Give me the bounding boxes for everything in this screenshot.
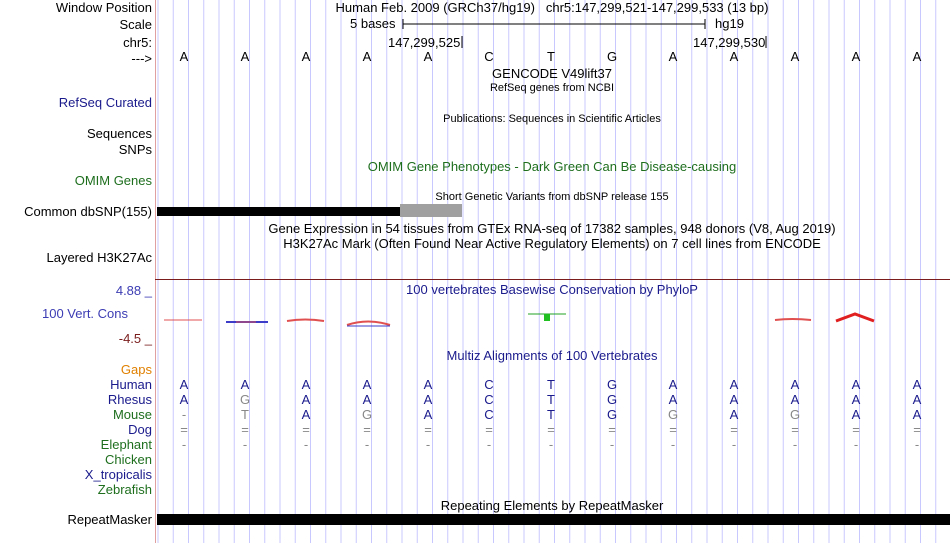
alignment-base: T <box>241 407 249 422</box>
sequence-base: A <box>362 49 372 64</box>
omim-genes-label[interactable]: OMIM Genes <box>74 173 152 188</box>
alignment-base: = <box>608 422 616 437</box>
alignment-base: A <box>423 377 433 392</box>
phylop-mark <box>544 314 550 321</box>
phylop-mark <box>836 314 874 321</box>
alignment-base: A <box>301 407 311 422</box>
publications-title[interactable]: Publications: Sequences in Scientific Articles <box>443 113 661 125</box>
alignment-base: A <box>301 392 311 407</box>
alignment-base: C <box>484 377 494 392</box>
alignment-base: T <box>547 407 555 422</box>
gtex-title[interactable]: Gene Expression in 54 tissues from GTEx RNA-seq of 17382 samples, 948 donors (V8, Aug 2019) <box>268 221 836 236</box>
alignment-base: = <box>302 422 310 437</box>
alignment-base: A <box>851 407 861 422</box>
alignment-base: A <box>851 392 861 407</box>
alignment-base: = <box>241 422 249 437</box>
repeatmasker-bar[interactable] <box>157 514 950 525</box>
alignment-base: A <box>851 377 861 392</box>
scale-db: hg19 <box>715 16 744 31</box>
species-label[interactable]: Zebrafish <box>97 482 152 497</box>
repeatmasker-label[interactable]: RepeatMasker <box>67 512 152 527</box>
sequences-label[interactable]: Sequences <box>86 126 152 141</box>
alignment-base: - <box>303 437 309 452</box>
species-label[interactable]: Rhesus <box>107 392 152 407</box>
h3k27ac-title[interactable]: H3K27Ac Mark (Often Found Near Active Regulatory Elements) on 7 cell lines from ENCODE <box>283 236 821 251</box>
alignment-base: = <box>730 422 738 437</box>
alignment-base: G <box>361 407 373 422</box>
sequence-base: A <box>423 49 433 64</box>
alignment-base: = <box>791 422 799 437</box>
alignment-base: = <box>669 422 677 437</box>
sequence-base: A <box>240 49 250 64</box>
sequence-base: A <box>179 49 189 64</box>
alignment-base: A <box>362 377 372 392</box>
assembly-name: Human Feb. 2009 (GRCh37/hg19) <box>335 0 535 15</box>
gaps-label[interactable]: Gaps <box>120 362 152 377</box>
phylop-mark <box>347 322 390 326</box>
alignment-base: - <box>181 437 187 452</box>
omim-title[interactable]: OMIM Gene Phenotypes - Dark Green Can Be Disease-causing <box>367 159 737 174</box>
alignment-base: A <box>729 377 739 392</box>
dbsnp-title[interactable]: Short Genetic Variants from dbSNP release 155 <box>435 191 669 203</box>
alignment-base: G <box>606 392 618 407</box>
alignment-base: = <box>424 422 432 437</box>
layered-h3k27ac-label[interactable]: Layered H3K27Ac <box>46 250 152 265</box>
phylop-min-label: -4.5 _ <box>118 331 152 346</box>
species-label[interactable]: Dog <box>128 422 152 437</box>
species-label[interactable]: X_tropicalis <box>84 467 152 482</box>
alignment-base: C <box>484 407 494 422</box>
alignment-base: - <box>486 437 492 452</box>
alignment-base: T <box>547 377 555 392</box>
common-dbsnp-label[interactable]: Common dbSNP(155) <box>24 204 152 219</box>
alignment-base: A <box>301 377 311 392</box>
window-position-label: Window Position <box>55 0 152 15</box>
alignment-base: - <box>425 437 431 452</box>
alignment-base: - <box>731 437 737 452</box>
scale-label: Scale <box>119 17 152 32</box>
alignment-base: - <box>792 437 798 452</box>
alignment-base: A <box>912 407 922 422</box>
refseq-subtitle: RefSeq genes from NCBI <box>489 82 615 94</box>
alignment-base: A <box>668 392 678 407</box>
species-label[interactable]: Mouse <box>112 407 152 422</box>
alignment-base: - <box>181 407 187 422</box>
scale-bases: 5 bases <box>350 16 396 31</box>
alignment-base: A <box>362 392 372 407</box>
species-label[interactable]: Elephant <box>100 437 152 452</box>
phylop-mark <box>775 319 811 320</box>
alignment-base: A <box>423 407 433 422</box>
alignment-base: - <box>609 437 615 452</box>
alignment-base: A <box>179 377 189 392</box>
alignment-base: C <box>484 392 494 407</box>
alignment-base: G <box>606 407 618 422</box>
alignment-base: A <box>912 392 922 407</box>
alignment-base: T <box>547 392 555 407</box>
dbsnp-highlight-block[interactable] <box>400 204 462 217</box>
repeatmasker-title[interactable]: Repeating Elements by RepeatMasker <box>440 498 664 513</box>
position-range: chr5:147,299,521-147,299,533 (13 bp) <box>545 0 769 15</box>
alignment-base: = <box>547 422 555 437</box>
alignment-base: G <box>239 392 251 407</box>
alignment-base: A <box>729 392 739 407</box>
phylop-max-label: 4.88 _ <box>115 283 152 298</box>
alignment-base: - <box>548 437 554 452</box>
alignment-base: - <box>242 437 248 452</box>
alignment-base: = <box>485 422 493 437</box>
gencode-title[interactable]: GENCODE V49lift37 <box>492 66 612 81</box>
multiz-title[interactable]: Multiz Alignments of 100 Vertebrates <box>446 348 658 363</box>
alignment-base: - <box>364 437 370 452</box>
alignment-base: A <box>423 392 433 407</box>
alignment-base: A <box>790 392 800 407</box>
species-label[interactable]: Human <box>110 377 152 392</box>
alignment-base: - <box>914 437 920 452</box>
sequence-base: C <box>484 49 494 64</box>
alignment-base: A <box>729 407 739 422</box>
alignment-base: - <box>853 437 859 452</box>
alignment-base: = <box>180 422 188 437</box>
coord-right: 147,299,530 <box>693 35 766 50</box>
strand-label: ---> <box>131 51 152 66</box>
sequence-base: G <box>606 49 618 64</box>
chrom-label: chr5: <box>123 35 152 50</box>
alignment-base: A <box>668 377 678 392</box>
refseq-curated-label[interactable]: RefSeq Curated <box>58 95 152 110</box>
alignment-base: = <box>852 422 860 437</box>
snps-label[interactable]: SNPs <box>118 142 152 157</box>
sequence-base: A <box>912 49 922 64</box>
alignment-base: A <box>240 377 250 392</box>
sequence-base: T <box>547 49 555 64</box>
phylop-mark <box>287 320 324 322</box>
sequence-base: A <box>668 49 678 64</box>
alignment-base: G <box>789 407 801 422</box>
alignment-base: = <box>363 422 371 437</box>
sequence-base: A <box>301 49 311 64</box>
alignment-base: G <box>667 407 679 422</box>
sequence-base: A <box>851 49 861 64</box>
alignment-base: A <box>912 377 922 392</box>
alignment-base: - <box>670 437 676 452</box>
species-label[interactable]: Chicken <box>105 452 152 467</box>
alignment-base: = <box>913 422 921 437</box>
position-header <box>336 0 769 15</box>
alignment-base: A <box>179 392 189 407</box>
phylop-title[interactable]: 100 vertebrates Basewise Conservation by PhyloP <box>406 282 698 297</box>
alignment-base: G <box>606 377 618 392</box>
alignment-base: A <box>790 377 800 392</box>
phylop-label[interactable]: 100 Vert. Cons <box>42 306 128 321</box>
coord-left: 147,299,525 <box>388 35 461 50</box>
sequence-base: A <box>790 49 800 64</box>
sequence-base: A <box>729 49 739 64</box>
